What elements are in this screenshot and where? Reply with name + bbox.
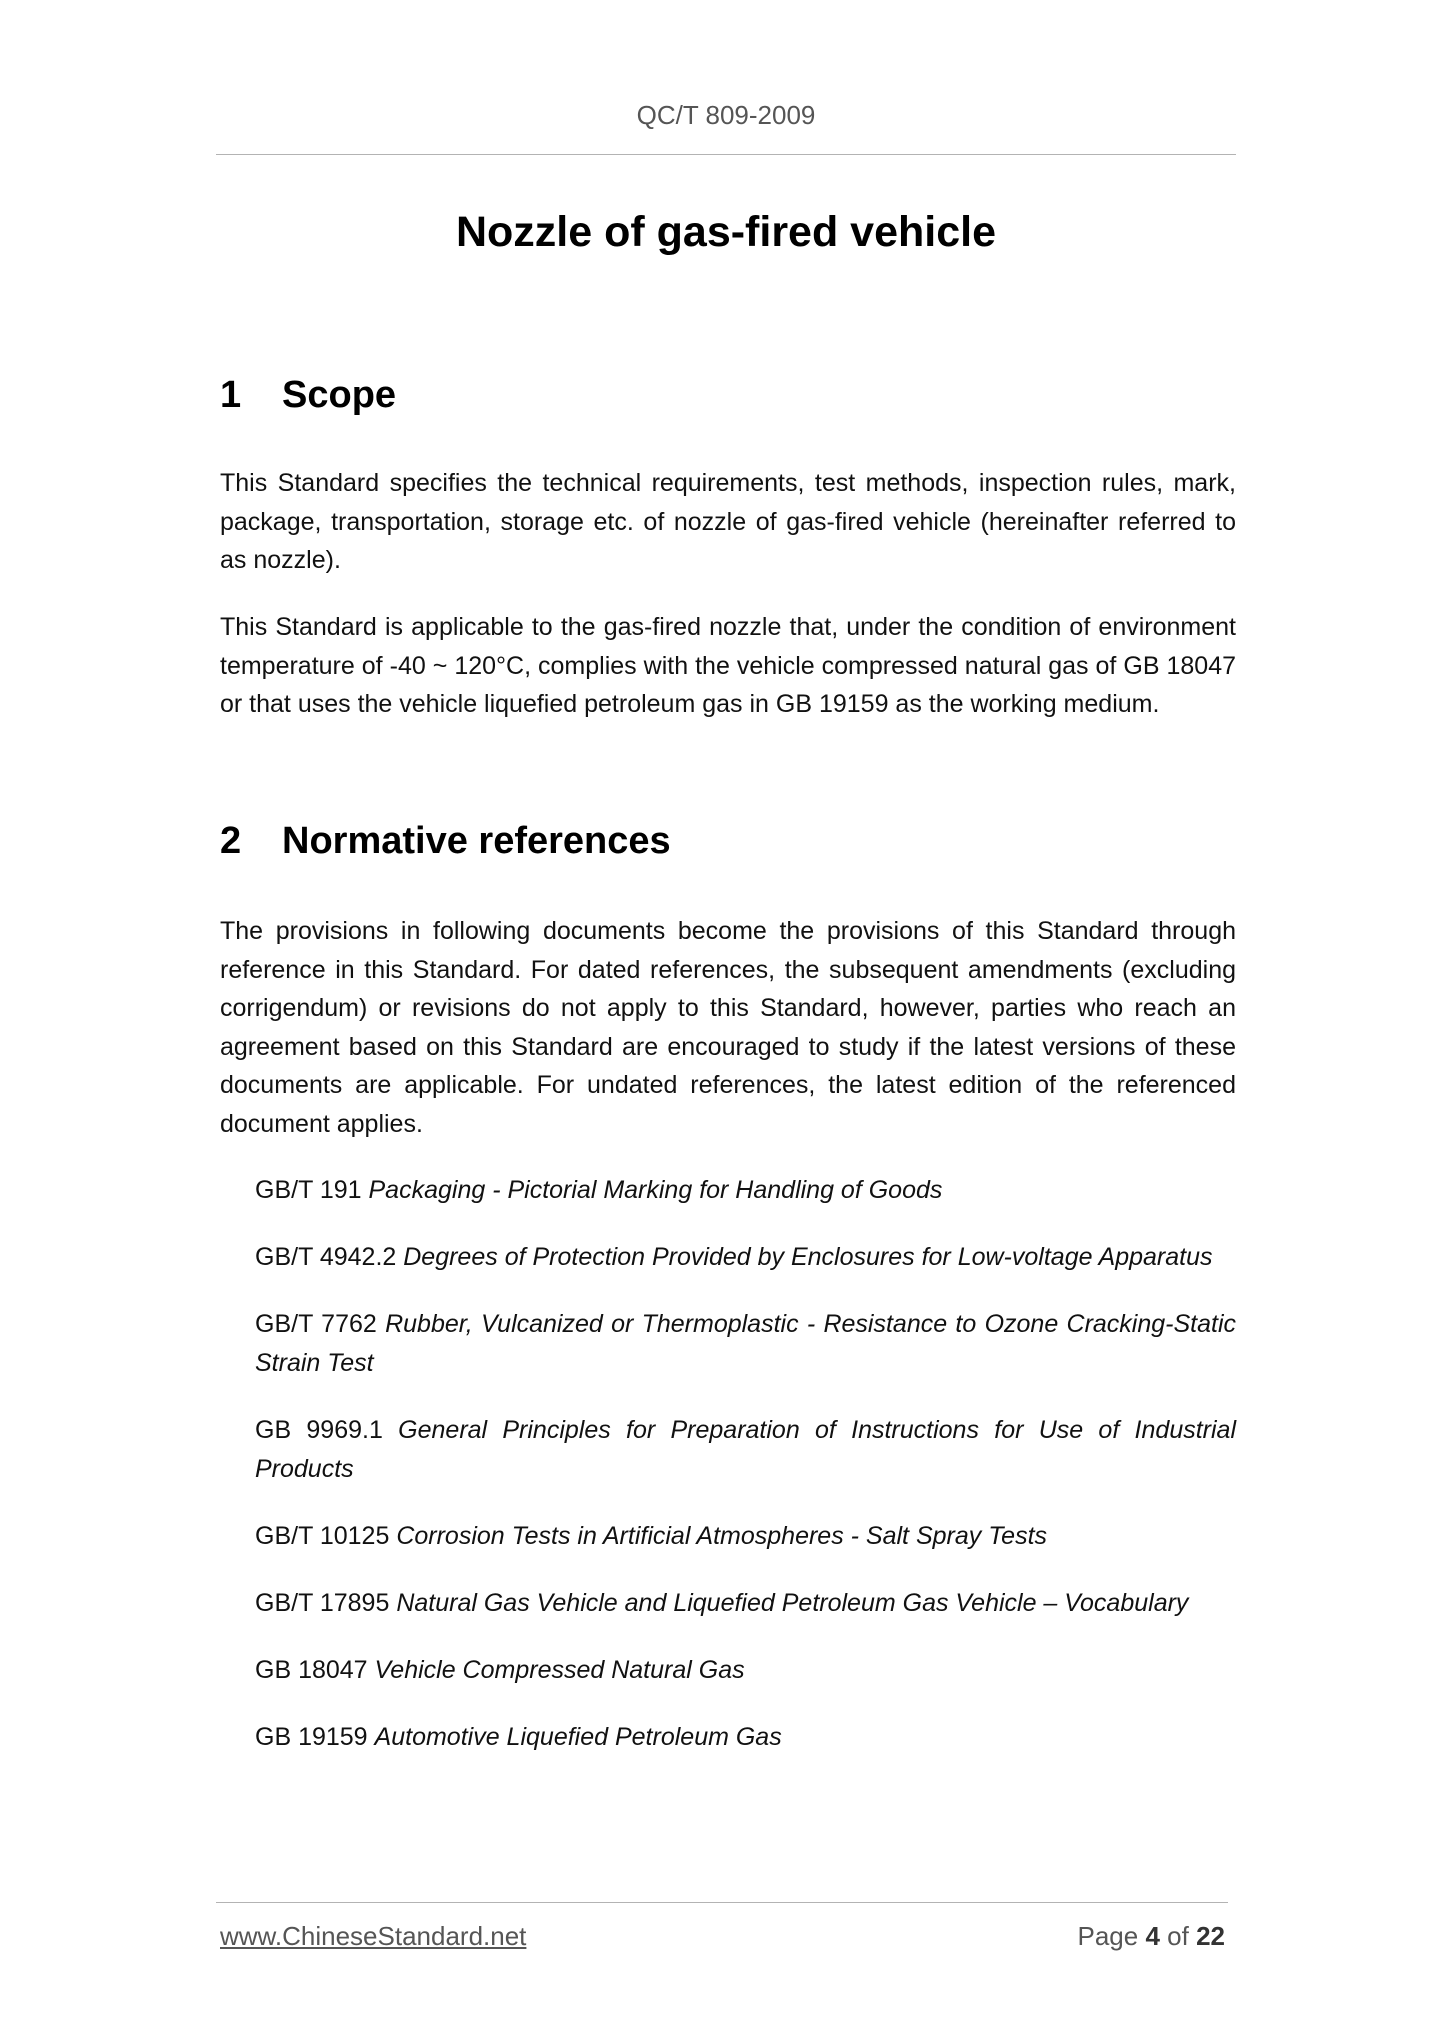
reference-item [255,1305,1236,1382]
reference-item [255,1517,1236,1556]
reference-code: GB/T 191 [255,1176,362,1204]
reference-code: GB 19159 [255,1723,368,1751]
reference-title: General Principles for Preparation of Instructions for Use of Industrial Products [255,1416,1237,1483]
section-heading-scope [220,374,396,417]
reference-item [255,1238,1236,1277]
page-current: 4 [1145,1921,1160,1951]
scope-paragraph: This Standard is applicable to the gas-fired nozzle that, under the condition of environment temperature of -40 ~ 120°C, complies with the vehicle compressed natural gas of GB 18047 or that uses the vehicle liquefied petroleum gas in GB 19159 as the working medium. [220,613,1236,718]
reference-item [255,1411,1236,1488]
reference-item [255,1584,1236,1623]
reference-title: Packaging - Pictorial Marking for Handling of Goods [368,1176,943,1204]
reference-item [255,1651,1236,1690]
reference-title: Automotive Liquefied Petroleum Gas [374,1723,782,1751]
reference-code: GB/T 4942.2 [255,1243,397,1271]
scope-paragraph: This Standard specifies the technical requirements, test methods, inspection rules, mark, package, transportation, storage etc. of nozzle of gas-fired vehicle (hereinafter referred to as nozzle). [220,469,1236,574]
footer-divider [216,1902,1228,1903]
reference-code: GB 9969.1 [255,1416,383,1444]
reference-title: Rubber, Vulcanized or Thermoplastic - Resistance to Ozone Cracking-Static Strain Test [255,1310,1237,1377]
reference-item [255,1171,1236,1210]
reference-title: Corrosion Tests in Artificial Atmospheres - Salt Spray Tests [396,1522,1048,1550]
page-indicator [1077,1921,1225,1952]
reference-title: Natural Gas Vehicle and Liquefied Petroleum Gas Vehicle – Vocabulary [396,1589,1189,1617]
page-prefix: Page [1077,1921,1139,1951]
section-title: Scope [282,374,397,416]
document-title: Nozzle of gas-fired vehicle [455,208,997,256]
reference-title: Vehicle Compressed Natural Gas [374,1656,745,1684]
section-heading-normative-references [220,820,671,863]
references-intro-paragraph: The provisions in following documents become the provisions of this Standard through reference in this Standard. For dated references, the subsequent amendments (excluding corrigendum) or revisions do not apply to this Standard, however, parties who reach an agreement based on this Standard are encouraged to study if the latest versions of these documents are applicable. For undated references, the latest edition of the referenced document applies. [220,917,1236,1138]
header-divider [216,154,1236,155]
reference-code: GB 18047 [255,1656,368,1684]
reference-code: GB/T 10125 [255,1522,390,1550]
document-code-header: QC/T 809-2009 [636,100,816,130]
page-of: of [1167,1921,1189,1951]
website-link[interactable]: www.ChineseStandard.net [220,1921,527,1951]
reference-item [255,1718,1236,1757]
page-total: 22 [1196,1921,1225,1951]
reference-code: GB/T 17895 [255,1589,390,1617]
section-title: Normative references [282,820,671,862]
section-number: 1 [220,374,242,416]
section-number: 2 [220,820,242,862]
reference-code: GB/T 7762 [255,1310,377,1338]
reference-title: Degrees of Protection Provided by Enclosures for Low-voltage Apparatus [403,1243,1213,1271]
